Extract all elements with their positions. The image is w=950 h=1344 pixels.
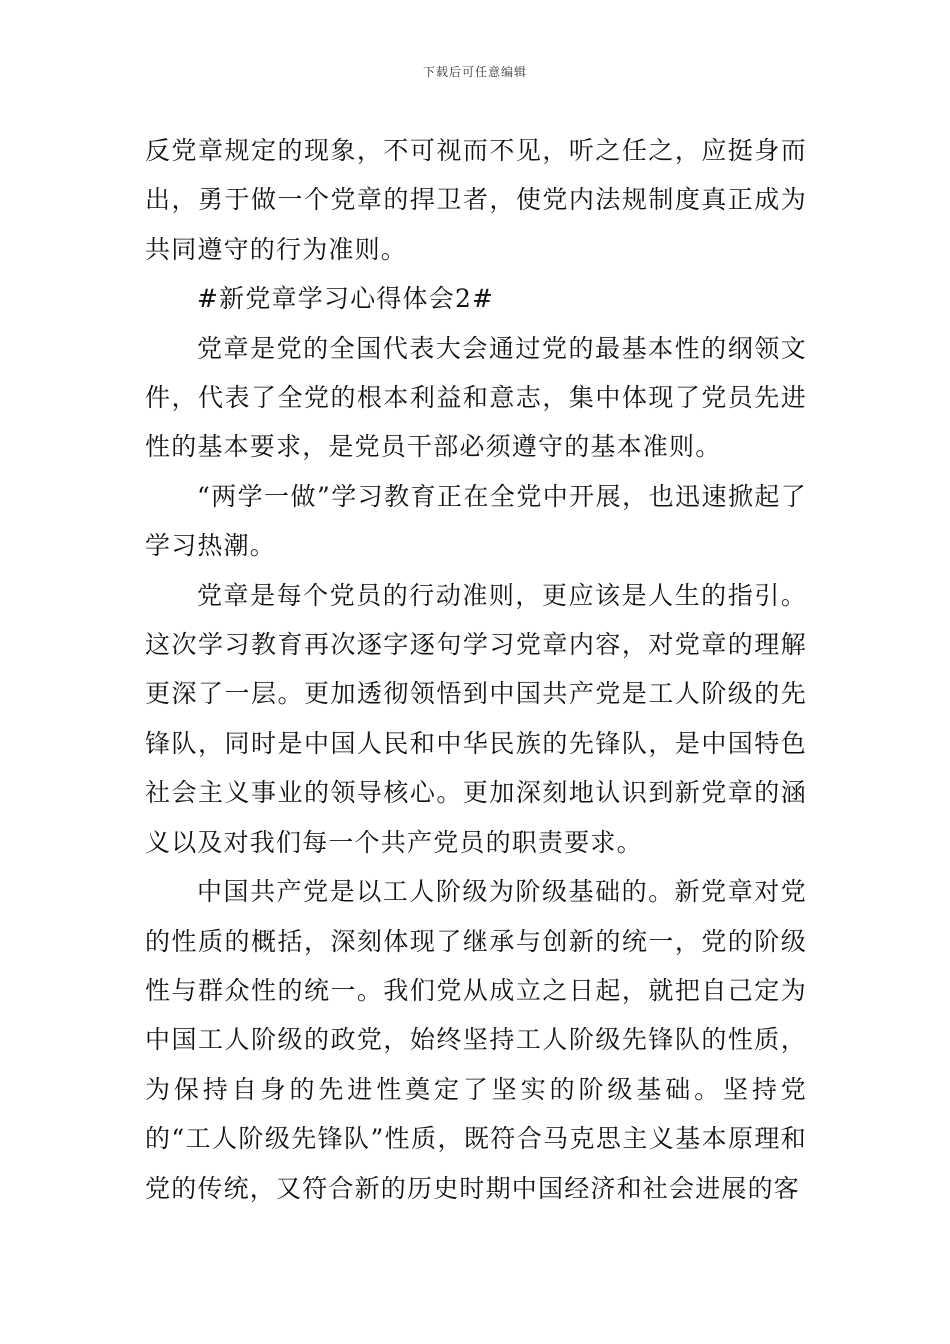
paragraph: 党章是党的全国代表大会通过党的最基本性的纲领文件，代表了全党的根本利益和意志，集中体现了党员先进性的基本要求，是党员干部必须遵守的基本准则。 xyxy=(145,333,807,462)
section-heading: #新党章学习心得体会2# xyxy=(197,284,495,314)
paragraph: 中国共产党是以工人阶级为阶级基础的。新党章对党的性质的概括，深刻体现了继承与创新的统一，党的阶级性与群众性的统一。我们党从成立之日起，就把自己定为中国工人阶级的政党，始终坚持工人阶级先锋队的性质，为保持自身的先进性奠定了坚实的阶级基础。坚持党的“工人阶级先锋队”性质，既符合马克思主义基本原理和党的传统，又符合新的历史时期中国经济和社会进展的客 xyxy=(145,877,807,1203)
paragraph-continuation: 反党章规定的现象，不可视而不见，听之任之，应挺身而出，勇于做一个党章的捍卫者，使党内法规制度真正成为共同遵守的行为准则。 xyxy=(145,136,807,264)
document-body xyxy=(145,126,807,1213)
paragraph: 党章是每个党员的行动准则，更应该是人生的指引。这次学习教育再次逐字逐句学习党章内容，对党章的理解更深了一层。更加透彻领悟到中国共产党是工人阶级的先锋队，同时是中国人民和中华民族的先锋队，是中国特色社会主义事业的领导核心。更加深刻地认识到新党章的涵义以及对我们每一个共产党员的职责要求。 xyxy=(145,580,807,857)
page-header-note: 下载后可任意编辑 xyxy=(422,65,527,79)
paragraph: “两学一做”学习教育正在全党中开展，也迅速掀起了学习热潮。 xyxy=(145,481,807,561)
